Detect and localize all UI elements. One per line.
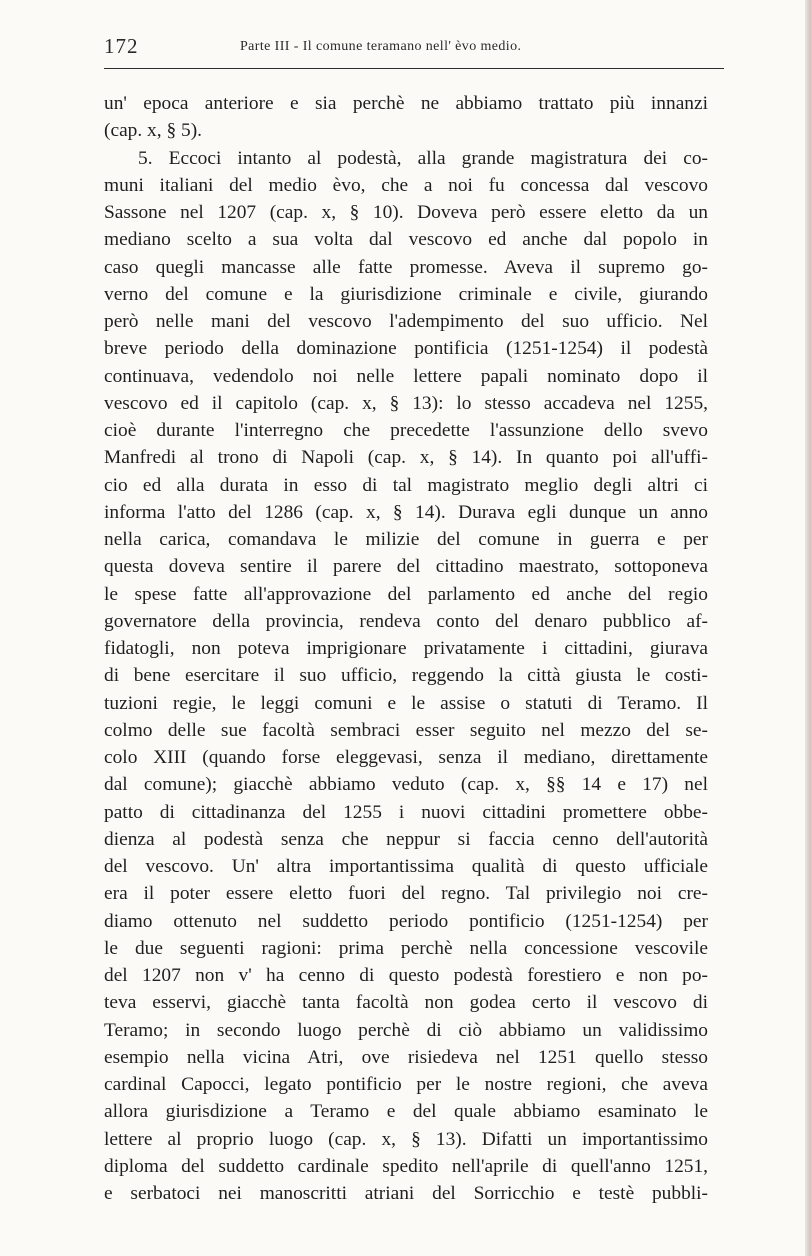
text-line: caso quegli mancasse alle fatte promesse. Aveva il supremo go-: [104, 256, 708, 278]
text-line: fidatogli, non poteva imprigionare privatamente i cittadini, giurava: [104, 638, 708, 659]
text-line: le due seguenti ragioni: prima perchè nella concessione vescovile: [104, 937, 708, 959]
text-line: breve periodo della dominazione pontificia (1251-1254) il podestà: [104, 338, 708, 360]
header-rule: [104, 68, 724, 69]
body-text: [104, 90, 708, 1207]
text-line: allora giurisdizione a Teramo e del quale abbiamo esaminato le: [104, 1101, 708, 1123]
text-line: tuzioni regie, le leggi comuni e le assise o statuti di Teramo. Il: [104, 692, 708, 714]
text-line: cio ed alla durata in esso di tal magistrato meglio degli altri ci: [104, 474, 708, 496]
text-line: patto di cittadinanza del 1255 i nuovi cittadini promettere obbe-: [104, 801, 708, 823]
running-head: Parte III - Il comune teramano nell' èvo medio.: [240, 39, 522, 54]
text-line: dal comune); giacchè abbiamo veduto (cap. x, §§ 14 e 17) nel: [104, 774, 708, 796]
text-line: questa doveva sentire il parere del cittadino maestrato, sottoponeva: [104, 556, 708, 578]
text-line: Teramo; in secondo luogo perchè di ciò abbiamo un validissimo: [104, 1019, 708, 1041]
text-line: un' epoca anteriore e sia perchè ne abbiamo trattato più innanzi: [104, 93, 708, 114]
text-line: Manfredi al trono di Napoli (cap. x, § 14). In quanto poi all'uffi-: [104, 447, 708, 469]
text-line: mediano scelto a sua volta dal vescovo ed anche dal popolo in: [104, 229, 708, 251]
text-line: lettere al proprio luogo (cap. x, § 13). Difatti un importantissimo: [104, 1128, 708, 1150]
text-line: però nelle mani del vescovo l'adempimento del suo ufficio. Nel: [104, 311, 708, 332]
text-line: colo XIII (quando forse eleggevasi, senza il mediano, direttamente: [104, 747, 708, 768]
text-line: continuava, vedendolo noi nelle lettere papali nominato dopo il: [104, 365, 708, 387]
text-line: e serbatoci nei manoscritti atriani del Sorricchio e testè pubbli-: [104, 1183, 708, 1204]
page-edge-shadow: [805, 0, 811, 1256]
text-line: Sassone nel 1207 (cap. x, § 10). Doveva però essere eletto da un: [104, 202, 708, 223]
text-line: governatore della provincia, rendeva conto del denaro pubblico af-: [104, 610, 708, 632]
text-line: colmo delle sue facoltà sembraci esser seguito nel mezzo del se-: [104, 719, 708, 741]
text-line: esempio nella vicina Atri, ove risiedeva nel 1251 quello stesso: [104, 1046, 708, 1068]
page-number: 172: [104, 34, 139, 58]
text-line: verno del comune e la giurisdizione criminale e civile, giurando: [104, 283, 708, 305]
text-line: del 1207 non v' ha cenno di questo podestà forestiero e non po-: [104, 965, 708, 986]
text-line: 5. Eccoci intanto al podestà, alla grande magistratura dei co-: [138, 147, 708, 169]
text-line: del vescovo. Un' altra importantissima qualità di questo ufficiale: [104, 856, 708, 877]
text-line: dienza al podestà senza che neppur si faccia cenno dell'autorità: [104, 828, 708, 850]
text-line: (cap. x, § 5).: [104, 120, 202, 142]
text-line: teva esservi, giacchè tanta facoltà non godea certo il vescovo di: [104, 992, 708, 1014]
page-header: [104, 34, 724, 64]
text-line: cioè durante l'interregno che precedette l'assunzione dello svevo: [104, 420, 708, 441]
text-line: di bene esercitare il suo ufficio, reggendo la città giusta le costi-: [104, 665, 708, 687]
text-line: cardinal Capocci, legato pontificio per le nostre regioni, che aveva: [104, 1074, 708, 1095]
text-line: diploma del suddetto cardinale spedito nell'aprile di quell'anno 1251,: [104, 1155, 708, 1177]
text-line: diamo ottenuto nel suddetto periodo pontificio (1251-1254) per: [104, 910, 708, 932]
text-line: era il poter essere eletto fuori del regno. Tal privilegio noi cre-: [104, 883, 708, 905]
text-line: muni italiani del medio èvo, che a noi fu concessa dal vescovo: [104, 174, 708, 196]
text-line: nella carica, comandava le milizie del comune in guerra e per: [104, 529, 708, 550]
text-line: informa l'atto del 1286 (cap. x, § 14). Durava egli dunque un anno: [104, 501, 708, 523]
text-line: vescovo ed il capitolo (cap. x, § 13): lo stesso accadeva nel 1255,: [104, 392, 708, 414]
text-line: le spese fatte all'approvazione del parlamento ed anche del regio: [104, 583, 708, 605]
